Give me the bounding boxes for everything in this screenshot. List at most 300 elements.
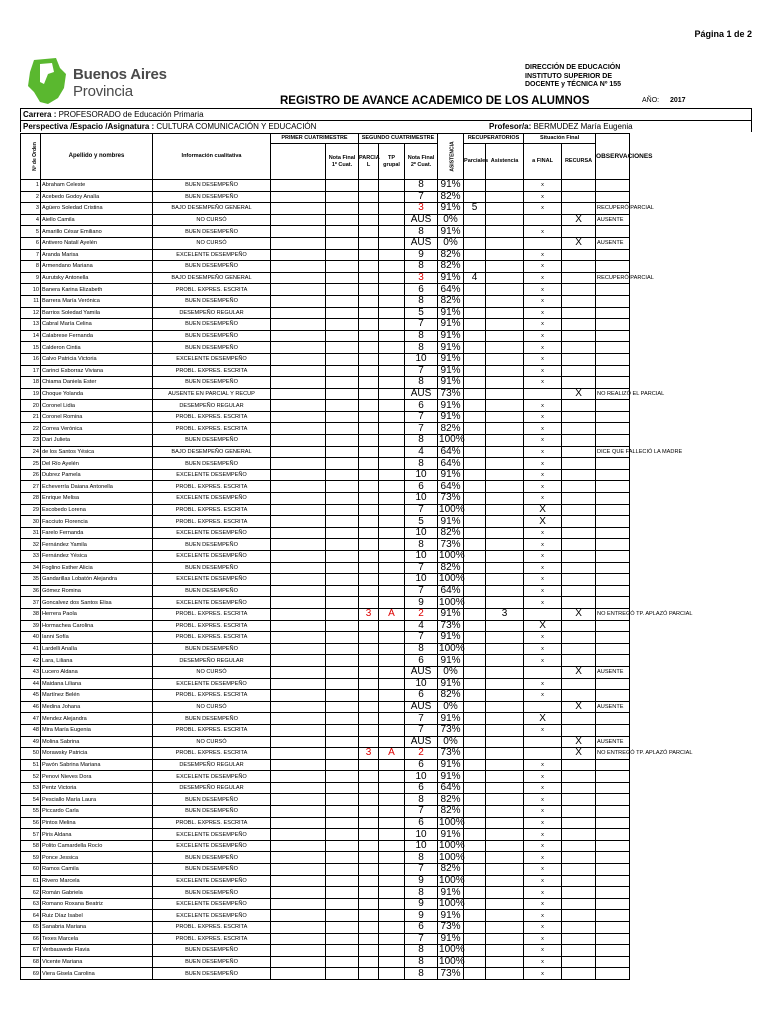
row-number: 2 [21,191,41,203]
profesor-value: BERMUDEZ María Eugenia [533,122,633,131]
observaciones [596,620,630,632]
student-name: Dari Julieta [41,435,153,447]
final-mark: x [524,469,562,481]
term1-blank [271,690,326,702]
recup-parciales [464,330,486,342]
table-row [21,736,753,748]
recup-asistencia [486,887,524,899]
observaciones: DICE QUE FALLECIÓ LA MADRE [596,446,630,458]
recup-asistencia [486,956,524,968]
student-name: Echeverría Daiana Antonella [41,481,153,493]
recup-parciales [464,910,486,922]
recursa-mark [562,458,596,470]
tp-grade [379,365,405,377]
final-mark: x [524,377,562,389]
table-row [21,365,753,377]
recup-asistencia [486,945,524,957]
student-name: Mira María Eugenia [41,724,153,736]
table-row [21,840,753,852]
recursa-mark [562,713,596,725]
row-number: 11 [21,295,41,307]
recup-parciales [464,701,486,713]
parcial-grade [359,435,379,447]
recup-asistencia [486,678,524,690]
parcial-grade [359,620,379,632]
recup-asistencia [486,180,524,192]
final-mark: x [524,191,562,203]
row-number: 57 [21,829,41,841]
qualitative-info: NO CURSÓ [153,701,271,713]
term2-grade: 10 [405,551,438,563]
table-row [21,203,753,215]
term1-blank [271,666,326,678]
tp-grade [379,203,405,215]
table-row [21,551,753,563]
recursa-mark [562,864,596,876]
attendance-pct: 73% [438,724,464,736]
student-name: Lardelli Analía [41,643,153,655]
observaciones [596,469,630,481]
attendance-pct: 0% [438,736,464,748]
table-row [21,806,753,818]
tp-grade [379,307,405,319]
recup-asistencia [486,713,524,725]
observaciones [596,342,630,354]
tp-grade [379,898,405,910]
table-row [21,527,753,539]
observaciones: NO ENTREGÓ TP. APLAZÓ PARCIAL [596,608,630,620]
recup-parciales [464,411,486,423]
tp-grade [379,968,405,980]
term2-grade: 8 [405,968,438,980]
final-mark [524,666,562,678]
term1-grade [326,655,359,667]
student-name: Fernández Yésica [41,551,153,563]
recup-parciales [464,295,486,307]
logo-line2: Provincia [73,83,133,100]
qualitative-info: PROBL. EXPRES. ESCRITA [153,690,271,702]
recursa-mark [562,423,596,435]
recursa-mark [562,516,596,528]
student-name: Aranda Marisa [41,249,153,261]
student-name: Vicente Mariana [41,956,153,968]
header-second-term: SEGUNDO CUATRIMESTRE [359,134,438,144]
parcial-grade [359,214,379,226]
term1-blank [271,469,326,481]
qualitative-info: PROBL. EXPRES. ESCRITA [153,365,271,377]
qualitative-info: DESEMPEÑO REGULAR [153,759,271,771]
term1-grade [326,933,359,945]
row-number: 21 [21,411,41,423]
row-number: 25 [21,458,41,470]
term1-blank [271,585,326,597]
recup-asistencia [486,724,524,736]
term1-grade [326,295,359,307]
tp-grade [379,469,405,481]
table-row [21,284,753,296]
recup-asistencia [486,701,524,713]
recup-parciales [464,933,486,945]
parcial-grade [359,342,379,354]
qualitative-info: NO CURSÓ [153,666,271,678]
observaciones [596,377,630,389]
tp-grade [379,249,405,261]
term1-grade [326,875,359,887]
observaciones [596,551,630,563]
year-label: AÑO: [642,97,660,104]
qualitative-info: BUEN DESEMPEÑO [153,295,271,307]
tp-grade [379,493,405,505]
recup-asistencia [486,585,524,597]
attendance-pct: 91% [438,713,464,725]
parcial-grade [359,272,379,284]
qualitative-info: BUEN DESEMPEÑO [153,377,271,389]
attendance-pct: 100% [439,956,465,968]
tp-grade [379,585,405,597]
table-row [21,875,753,887]
recursa-mark [562,319,596,331]
table-row [21,411,753,423]
recup-parciales [464,736,486,748]
recup-parciales [464,759,486,771]
attendance-pct: 91% [438,771,464,783]
row-number: 66 [21,933,41,945]
student-name: Morawsky Patricia [41,748,153,760]
attendance-pct: 100% [439,898,465,910]
observaciones [596,284,630,296]
parcial-grade [359,956,379,968]
recup-parciales [464,446,486,458]
qualitative-info: EXCELENTE DESEMPEÑO [153,678,271,690]
parcial-grade [359,782,379,794]
parcial-grade [359,632,379,644]
student-name: Coronel Lidia [41,400,153,412]
recup-parciales: 4 [464,272,486,284]
term1-grade [326,365,359,377]
attendance-pct: 82% [438,562,464,574]
header-parciales: Parciales [464,144,486,180]
recursa-mark [562,226,596,238]
term1-blank [271,794,326,806]
term1-grade [326,307,359,319]
term1-grade [326,551,359,563]
term1-grade [326,724,359,736]
term1-grade [326,701,359,713]
recup-asistencia [486,446,524,458]
term1-blank [271,608,326,620]
recup-asistencia [486,632,524,644]
recup-parciales [464,539,486,551]
table-row [21,191,753,203]
student-name: Escobedo Lorena [41,504,153,516]
term1-blank [271,968,326,980]
tp-grade [379,922,405,934]
recursa-mark [562,551,596,563]
qualitative-info: EXCELENTE DESEMPEÑO [153,840,271,852]
final-mark: x [524,539,562,551]
row-number: 67 [21,945,41,957]
term1-grade [326,585,359,597]
term1-blank [271,458,326,470]
table-row [21,423,753,435]
term1-blank [271,411,326,423]
term1-blank [271,933,326,945]
recup-parciales [464,388,486,400]
recursa-mark [562,180,596,192]
tp-grade [379,956,405,968]
recursa-mark [562,655,596,667]
row-number: 61 [21,875,41,887]
carrera-value: PROFESORADO de Educación Primaria [58,110,204,119]
recup-asistencia [486,771,524,783]
term1-grade [326,423,359,435]
recursa-mark [562,678,596,690]
final-mark: x [524,829,562,841]
term1-grade [326,504,359,516]
student-name: Abraham Celeste [41,180,153,192]
term1-blank [271,736,326,748]
recursa-mark [562,307,596,319]
parcial-grade [359,353,379,365]
observaciones [596,585,630,597]
final-mark [524,736,562,748]
recursa-mark [562,922,596,934]
row-number: 36 [21,585,41,597]
recursa-mark [562,574,596,586]
student-name: Coronel Romina [41,411,153,423]
qualitative-info: EXCELENTE DESEMPEÑO [153,597,271,609]
tp-grade [379,666,405,678]
recursa-mark [562,898,596,910]
attendance-pct: 64% [438,782,464,794]
term2-grade: 4 [405,620,438,632]
term1-grade [326,261,359,273]
parcial-grade [359,794,379,806]
term1-blank [271,504,326,516]
term2-grade: 10 [405,678,438,690]
attendance-pct: 73% [438,388,464,400]
row-number: 22 [21,423,41,435]
parcial-grade [359,203,379,215]
final-mark: x [524,481,562,493]
final-mark: x [524,643,562,655]
table-row [21,330,753,342]
attendance-pct: 73% [438,922,464,934]
final-mark: x [524,690,562,702]
term2-grade: 6 [405,759,438,771]
row-number: 18 [21,377,41,389]
qualitative-info: BUEN DESEMPEÑO [153,887,271,899]
term1-blank [271,956,326,968]
student-name: Aiello Camila [41,214,153,226]
tp-grade [379,435,405,447]
attendance-pct: 91% [438,377,464,389]
student-name: Ramos Camila [41,864,153,876]
table-row [21,643,753,655]
final-mark: X [524,713,562,725]
term2-grade: AUS [405,214,438,226]
asignatura-label: Perspectiva /Espacio /Asignatura : [23,122,155,131]
recup-parciales [464,968,486,980]
attendance-pct: 91% [438,608,464,620]
recursa-mark [562,527,596,539]
attendance-pct: 91% [438,655,464,667]
student-name: de los Santos Yésica [41,446,153,458]
parcial-grade [359,365,379,377]
attendance-pct: 91% [438,933,464,945]
term1-grade [326,782,359,794]
term1-grade [326,353,359,365]
observaciones [596,713,630,725]
term2-grade: 8 [405,435,438,447]
recup-asistencia [486,852,524,864]
recursa-mark: X [562,666,596,678]
term1-grade [326,400,359,412]
term1-blank [271,713,326,725]
row-number: 56 [21,817,41,829]
term1-blank [271,643,326,655]
recup-parciales [464,458,486,470]
recursa-mark: X [562,736,596,748]
term2-grade: 7 [405,365,438,377]
term2-grade: 7 [405,504,438,516]
recup-parciales [464,655,486,667]
recup-asistencia [486,388,524,400]
observaciones [596,435,630,447]
term1-blank [271,539,326,551]
qualitative-info: BUEN DESEMPEÑO [153,585,271,597]
attendance-pct: 100% [439,434,465,446]
observaciones [596,933,630,945]
student-name: Román Gabriela [41,887,153,899]
recup-asistencia [486,898,524,910]
grades-table-body [21,180,753,980]
student-name: Enrique Melisa [41,493,153,505]
recup-asistencia [486,272,524,284]
recursa-mark [562,620,596,632]
attendance-pct: 91% [438,272,464,284]
tp-grade [379,481,405,493]
tp-grade [379,759,405,771]
tp-grade [379,423,405,435]
recup-parciales [464,307,486,319]
recup-parciales [464,469,486,481]
tp-grade [379,852,405,864]
qualitative-info: PROBL. EXPRES. ESCRITA [153,933,271,945]
attendance-pct: 73% [438,620,464,632]
tp-grade [379,794,405,806]
qualitative-info: DESEMPEÑO REGULAR [153,782,271,794]
attendance-pct: 82% [438,191,464,203]
parcial-grade [359,852,379,864]
student-name: Choque Yolanda [41,388,153,400]
observaciones [596,690,630,702]
tp-grade [379,377,405,389]
final-mark [524,214,562,226]
parcial-grade [359,330,379,342]
recup-asistencia [486,655,524,667]
recup-asistencia [486,319,524,331]
term2-grade: 8 [405,342,438,354]
term1-blank [271,620,326,632]
attendance-pct: 73% [438,748,464,760]
final-mark: x [524,203,562,215]
recursa-mark [562,933,596,945]
term1-grade [326,910,359,922]
observaciones [596,504,630,516]
recup-parciales [464,481,486,493]
qualitative-info: NO CURSÓ [153,237,271,249]
term1-grade [326,388,359,400]
attendance-pct: 91% [438,203,464,215]
tp-grade [379,782,405,794]
header-recuperatorios: RECUPERATORIOS [464,134,524,144]
student-name: Agüero Soledad Cristina [41,203,153,215]
row-number: 28 [21,493,41,505]
recursa-mark [562,353,596,365]
parcial-grade [359,551,379,563]
recup-asistencia [486,922,524,934]
observaciones [596,574,630,586]
qualitative-info: AUSENTE EN PARCIAL Y RECUP [153,388,271,400]
recup-asistencia [486,458,524,470]
student-name: Molina Sabrina [41,736,153,748]
parcial-grade [359,423,379,435]
final-mark: x [524,493,562,505]
final-mark: x [524,771,562,783]
final-mark: X [524,504,562,516]
parcial-grade [359,840,379,852]
table-row [21,180,753,192]
attendance-pct: 100% [439,851,465,863]
student-name: Martínez Belén [41,690,153,702]
attendance-pct: 91% [438,759,464,771]
recup-asistencia [486,782,524,794]
observaciones [596,632,630,644]
parcial-grade [359,319,379,331]
parcial-grade [359,249,379,261]
term2-grade: 7 [405,585,438,597]
recursa-mark [562,817,596,829]
recup-parciales [464,713,486,725]
term1-grade [326,237,359,249]
parcial-grade [359,713,379,725]
header-tp: TP grupal [379,144,405,180]
observaciones [596,945,630,957]
student-name: Pavón Sabrina Mariana [41,759,153,771]
asignatura-value: CULTURA COMUNICACIÓN Y EDUCACIÓN [156,122,317,131]
qualitative-info: PROBL. EXPRES. ESCRITA [153,481,271,493]
term2-grade: 9 [405,597,438,609]
parcial-grade [359,690,379,702]
parcial-grade [359,678,379,690]
recursa-mark [562,887,596,899]
header-nota1: Nota Final 1º Cuat. [326,144,359,180]
tp-grade [379,690,405,702]
term2-grade: 10 [405,353,438,365]
term2-grade: 10 [405,574,438,586]
attendance-pct: 91% [438,516,464,528]
recursa-mark [562,840,596,852]
tp-grade [379,261,405,273]
term1-blank [271,864,326,876]
term1-grade [326,342,359,354]
final-mark [524,608,562,620]
recup-parciales [464,191,486,203]
row-number: 40 [21,632,41,644]
term1-blank [271,759,326,771]
qualitative-info: PROBL. EXPRES. ESCRITA [153,632,271,644]
